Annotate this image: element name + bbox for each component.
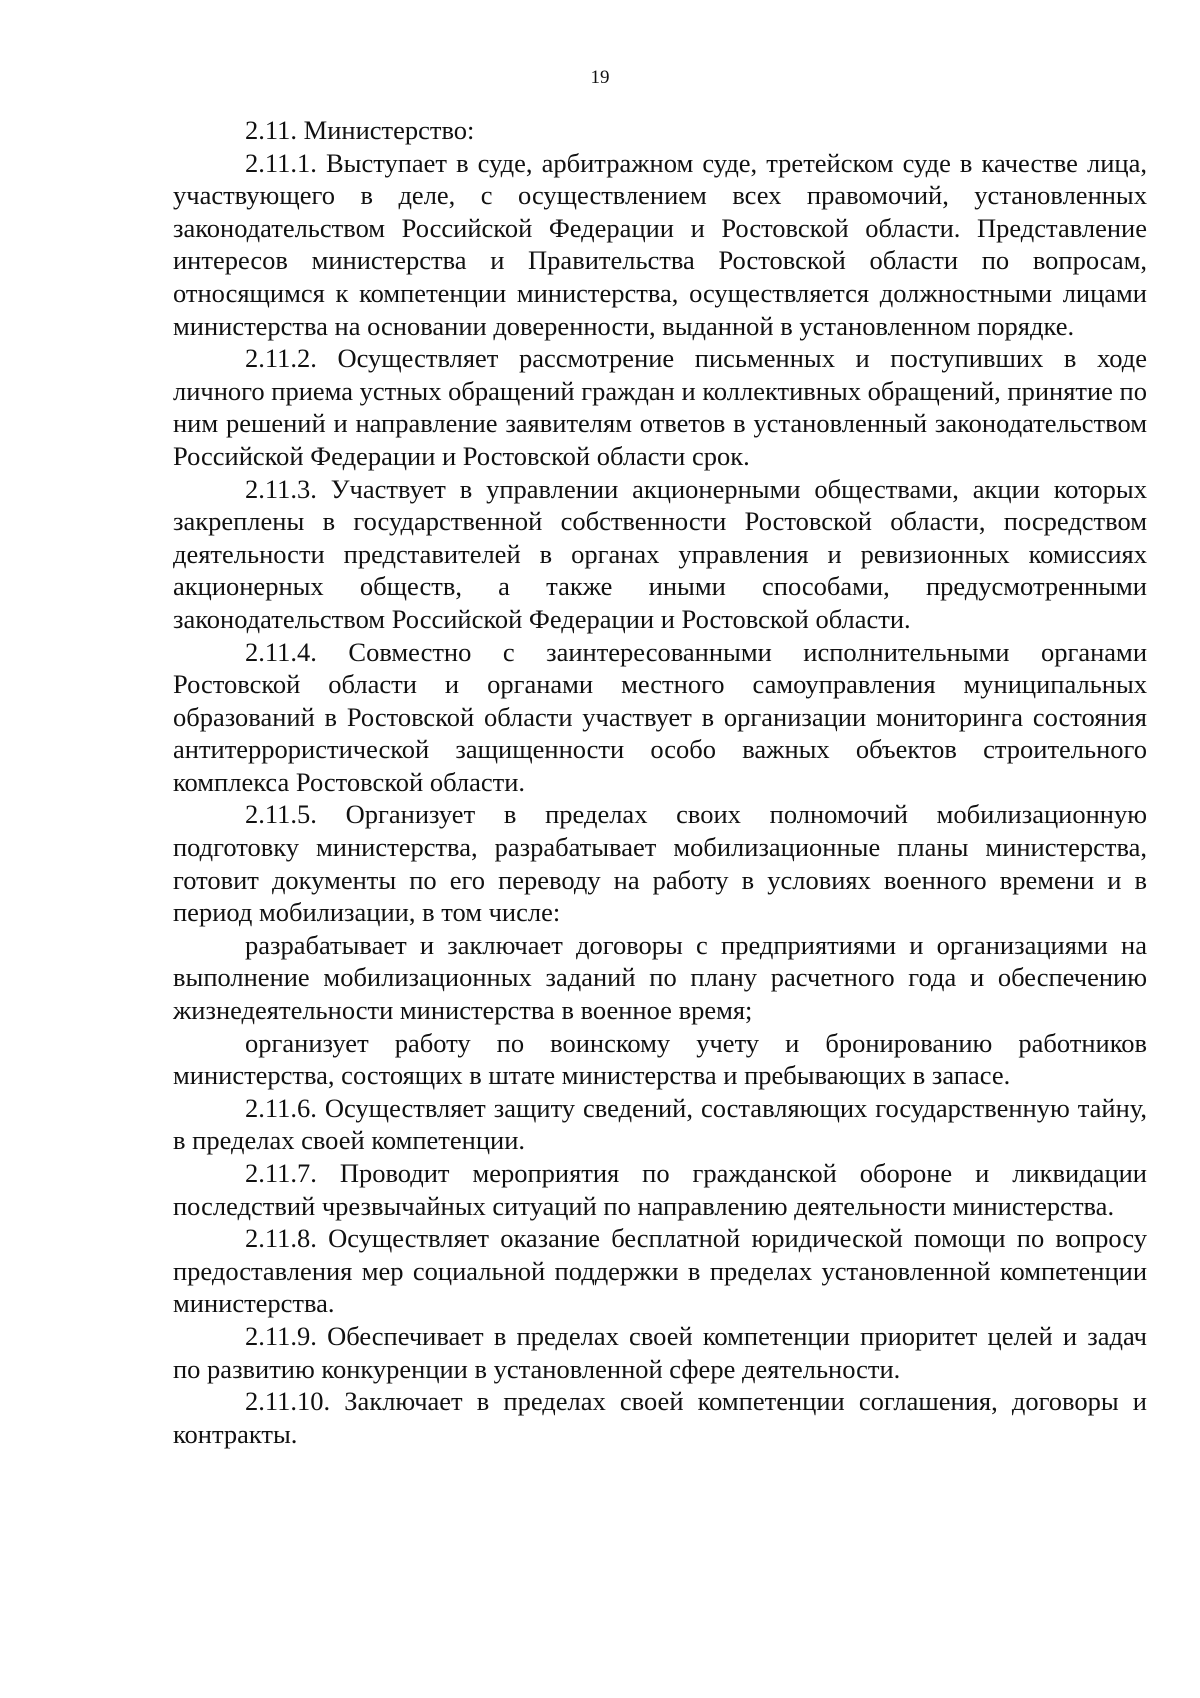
paragraph-2-11-5: 2.11.5. Организует в пределах своих полномочий мобилизационную подготовку министерства, разрабатывает мобилизационные планы министерства, готовит документы по его переводу на работу в условиях военного времени и в период мобилизации, в том числе: bbox=[173, 799, 1147, 928]
paragraph-2-11-8: 2.11.8. Осуществляет оказание бесплатной юридической помощи по вопросу предоставления мер социальной поддержки в пределах установленной компетенции министерства. bbox=[173, 1223, 1147, 1319]
paragraph-2-11: 2.11. Министерство: bbox=[245, 115, 475, 145]
paragraph-2-11-7: 2.11.7. Проводит мероприятия по гражданской обороне и ликвидации последствий чрезвычайных ситуаций по направлению деятельности министерства. bbox=[173, 1158, 1147, 1221]
paragraph-2-11-4: 2.11.4. Совместно с заинтересованными исполнительными органами Ростовской области и органами местного самоуправления муниципальных образований в Ростовской области участвует в организации мониторинга состояния антитеррористической защищенности особо важных объектов строительного комплекса Ростовской области. bbox=[173, 636, 1147, 797]
paragraph-2-11-10: 2.11.10. Заключает в пределах своей компетенции соглашения, договоры и контракты. bbox=[173, 1386, 1147, 1449]
document-body bbox=[173, 114, 1147, 1450]
paragraph-2-11-3: 2.11.3. Участвует в управлении акционерными обществами, акции которых закреплены в государственной собственности Ростовской области, посредством деятельности представителей в органах управления и ревизионных комиссиях акционерных обществ, а также иными способами, предусмотренными законодательством Российской Федерации и Ростовской области. bbox=[173, 473, 1147, 634]
paragraph-2-11-2: 2.11.2. Осуществляет рассмотрение письменных и поступивших в ходе личного приема устных обращений граждан и коллективных обращений, принятие по ним решений и направление заявителям ответов в установленный законодательством Российской Федерации и Ростовской области срок. bbox=[173, 343, 1147, 471]
paragraph-2-11-5-item-military-registration: организует работу по воинскому учету и бронированию работников министерства, состоящих в штате министерства и пребывающих в запасе. bbox=[173, 1027, 1147, 1091]
paragraph-2-11-5-item-contracts: разрабатывает и заключает договоры с предприятиями и организациями на выполнение мобилизационных заданий по плану расчетного года и обеспечению жизнедеятельности министерства в военное время; bbox=[173, 929, 1147, 1026]
page-number: 19 bbox=[590, 67, 610, 88]
paragraph-2-11-6: 2.11.6. Осуществляет защиту сведений, составляющих государственную тайну, в пределах своей компетенции. bbox=[173, 1092, 1147, 1156]
paragraph-2-11-9: 2.11.9. Обеспечивает в пределах своей компетенции приоритет целей и задач по развитию конкуренции в установленной сфере деятельности. bbox=[173, 1320, 1147, 1384]
paragraph-2-11-1: 2.11.1. Выступает в суде, арбитражном суде, третейском суде в качестве лица, участвующего в деле, с осуществлением всех правомочий, установленных законодательством Российской Федерации и Ростовской области. Представление интересов министерства и Правительства Ростовской области по вопросам, относящимся к компетенции министерства, осуществляется должностными лицами министерства на основании доверенности, выданной в установленном порядке. bbox=[173, 147, 1147, 341]
